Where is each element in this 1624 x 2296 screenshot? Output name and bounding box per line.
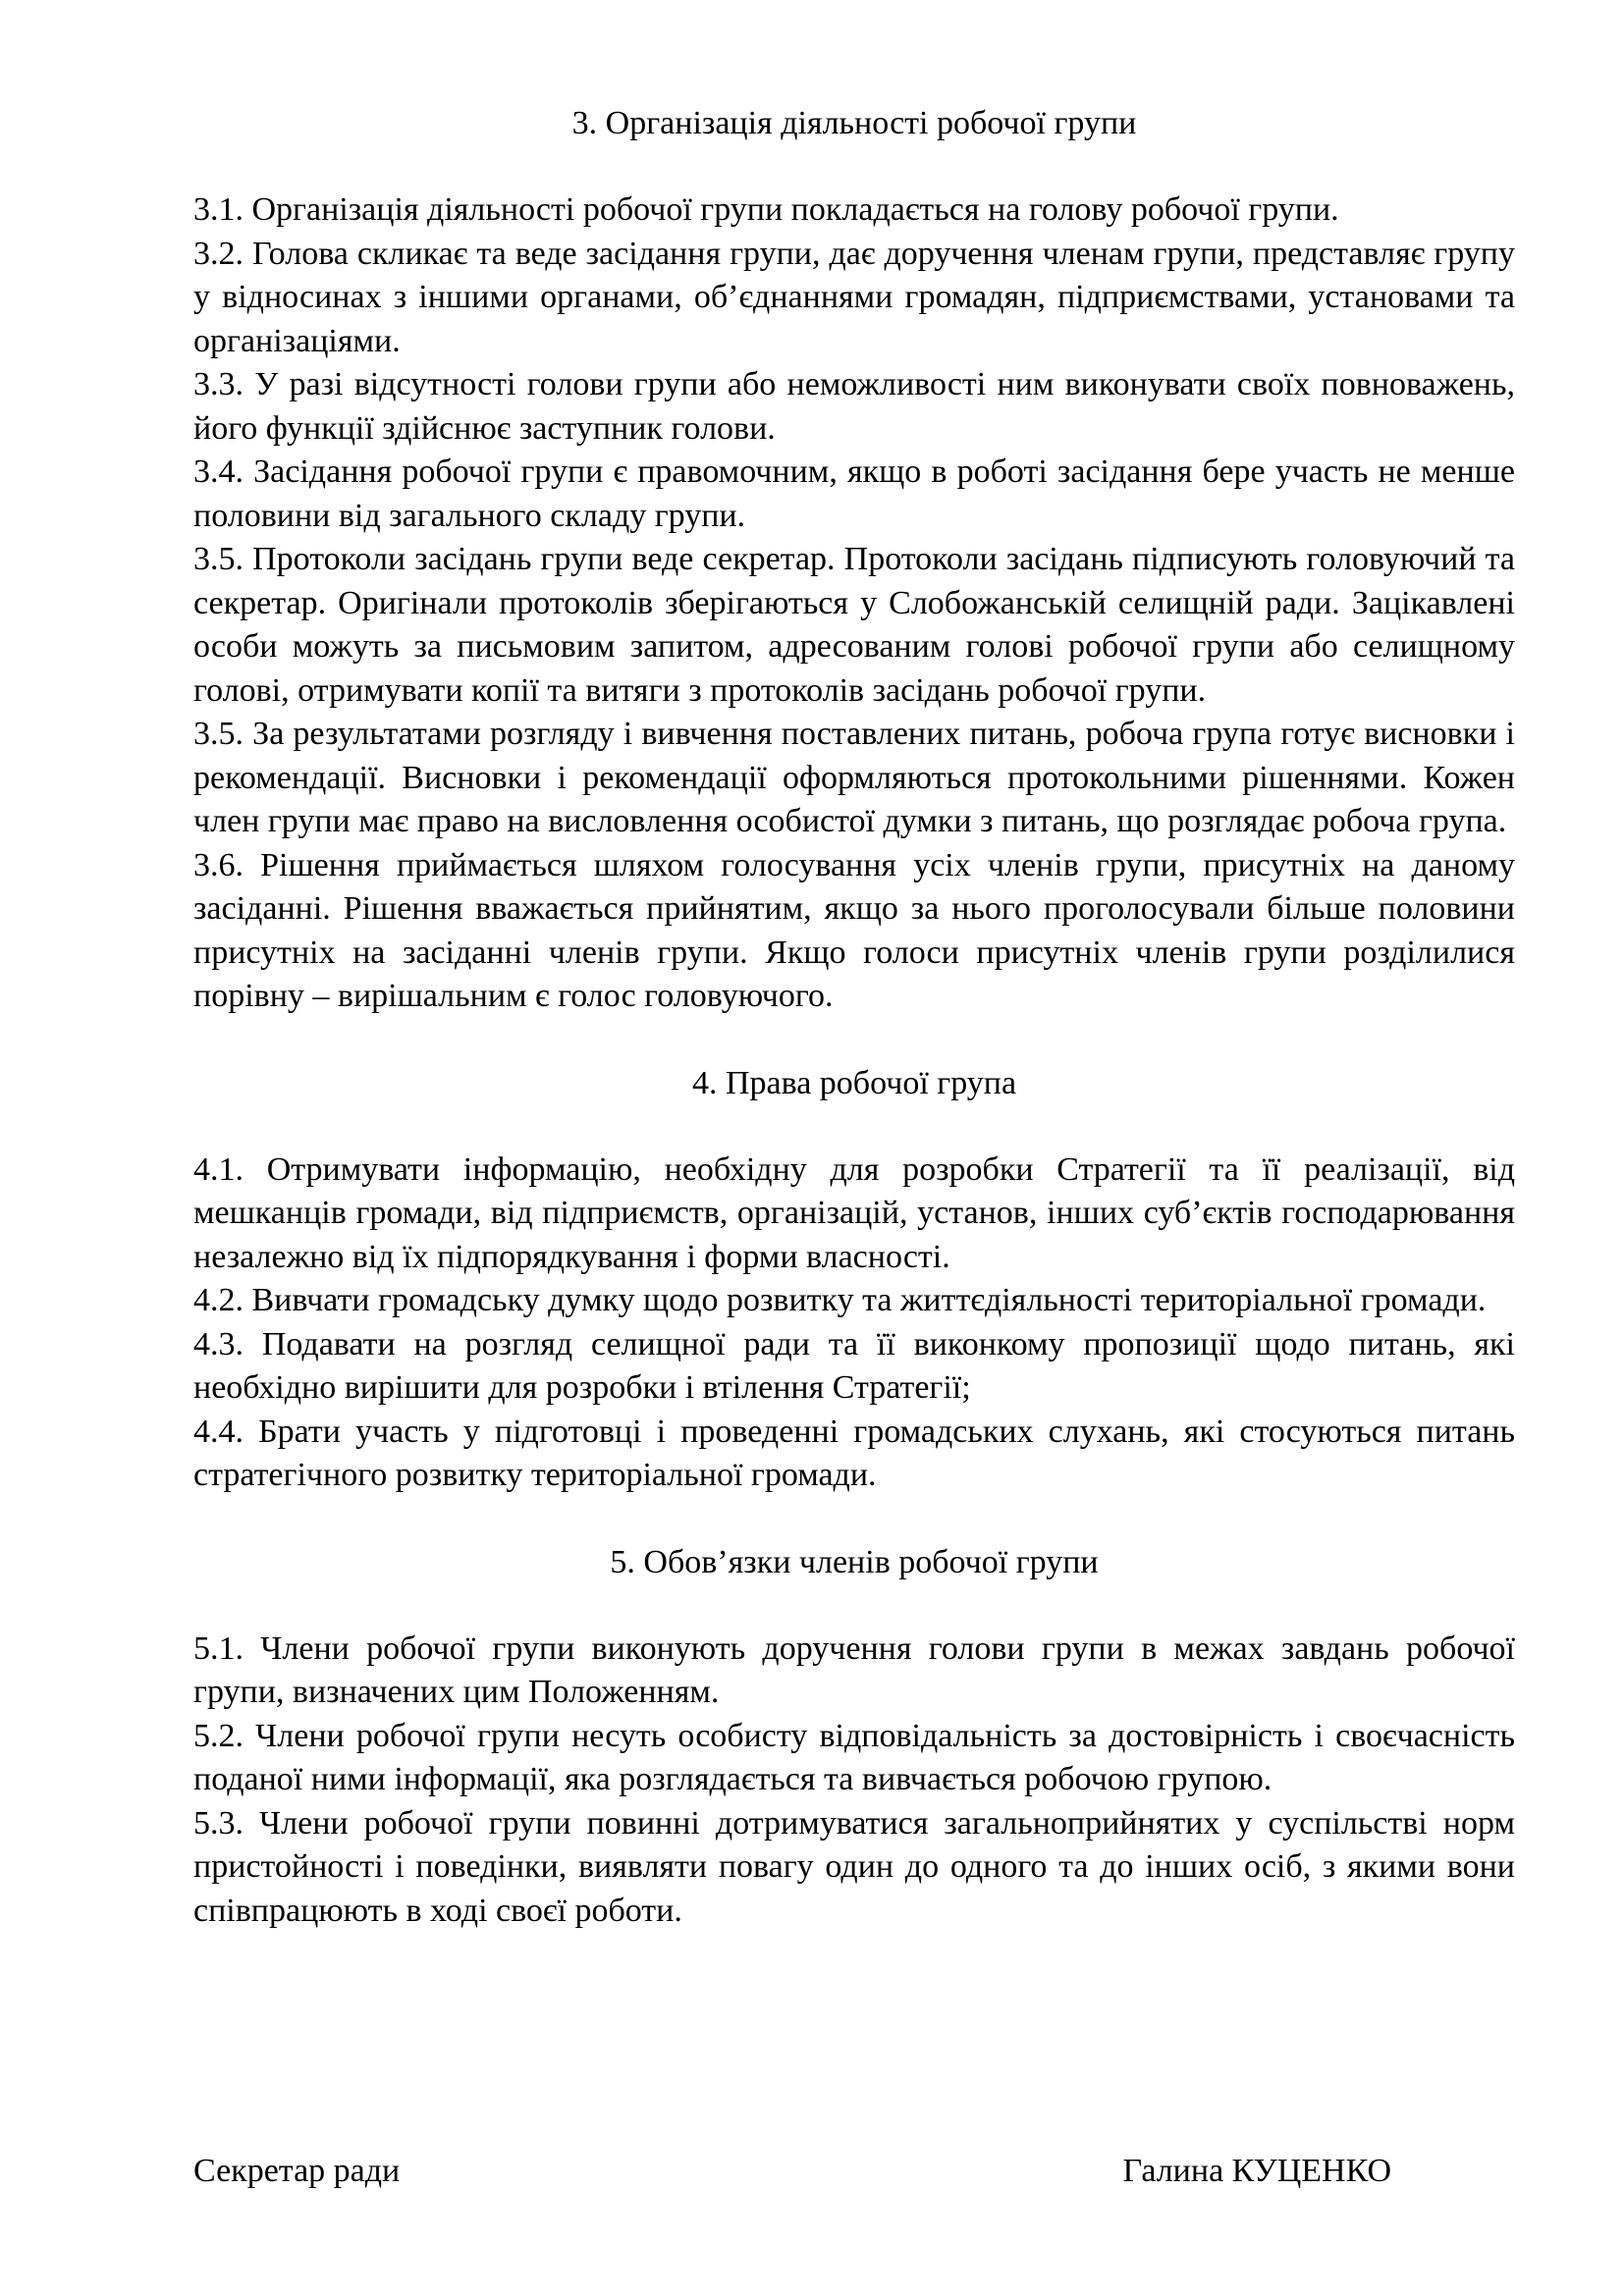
paragraph: 4.1. Отримувати інформацію, необхідну для розробки Стратегії та її реалізації, від мешканців громади, від підприємств, організацій, установ, інших суб’єктів господарювання незалежно від їх підпорядкування і форми власності.	[193, 1150, 1515, 1275]
paragraph: 4.4. Брати участь у підготовці і проведенні громадських слухань, які стосуються питань стратегічного розвитку територіальної громади.	[193, 1413, 1515, 1493]
paragraph: 3.4. Засідання робочої групи є правомочним, якщо в роботі засідання бере участь не менше половини від загального складу групи.	[193, 454, 1515, 534]
paragraph: 3.5. За результатами розгляду і вивчення поставлених питань, робоча група готує висновки і рекомендації. Висновки і рекомендації оформляються протокольними рішеннями. Кожен член групи має право на висловлення особистої думки з питань, що розглядає робоча група.	[193, 716, 1515, 839]
paragraph-list	[193, 1628, 1515, 1934]
signatory-position: Секретар ради	[193, 2153, 401, 2189]
paragraph-list	[193, 1148, 1515, 1498]
paragraph: 3.6. Рішення приймається шляхом голосування усіх членів групи, присутніх на даному засіданні. Рішення вважається прийнятим, якщо за нього проголосували більше половини присутніх на засіданні членів групи. Якщо голоси присутніх членів групи розділилися порівну – вирішальним є голос головуючого.	[193, 846, 1515, 1014]
section-rights	[193, 1062, 1515, 1498]
paragraph-list	[193, 188, 1515, 1019]
section-heading: 4. Права робочої група	[691, 1064, 1017, 1101]
section-organization	[193, 102, 1515, 1019]
section-duties	[193, 1541, 1515, 1934]
paragraph: 3.3. У разі відсутності голови групи або неможливості ним виконувати своїх повноважень, його функції здійснює заступник голови.	[193, 366, 1515, 447]
paragraph: 3.2. Голова скликає та веде засідання групи, дає доручення членам групи, представляє групу у відносинах з іншими органами, об’єднаннями громадян, підприємствами, установами та організаціями.	[193, 235, 1515, 359]
paragraph: 5.3. Члени робочої групи повинні дотримуватися загальноприйнятих у суспільстві норм пристойності і поведінки, виявляти повагу один до одного та до інших осіб, з якими вони співпрацюють в ході своєї роботи.	[193, 1804, 1515, 1929]
paragraph: 3.5. Протоколи засідань групи веде секретар. Протоколи засідань підписують головуючий та секретар. Оригінали протоколів зберігаються у Слобожанській селищній ради. Зацікавлені особи можуть за письмовим запитом, адресованим голові робочої групи або селищному голові, отримувати копії та витяги з протоколів засідань робочої групи.	[193, 541, 1515, 709]
section-heading: 5. Обов’язки членів робочої групи	[610, 1543, 1099, 1580]
paragraph: 4.2. Вивчати громадську думку щодо розвитку та життєдіяльності територіальної громади.	[193, 1282, 1487, 1318]
paragraph: 5.2. Члени робочої групи несуть особисту відповідальність за достовірність і своєчасність поданої ними інформації, яка розглядається та вивчається робочою групою.	[193, 1717, 1515, 1797]
signature-block	[193, 2150, 1391, 2193]
signatory-name: Галина КУЦЕНКО	[1122, 2153, 1391, 2189]
paragraph: 5.1. Члени робочої групи виконують доручення голови групи в межах завдань робочої групи, визначених цим Положенням.	[193, 1629, 1515, 1710]
document-body	[193, 102, 1515, 1933]
section-heading: 3. Організація діяльності робочої групи	[571, 105, 1137, 141]
paragraph: 4.3. Подавати на розгляд селищної ради та її виконкому пропозиції щодо питань, які необхідно вирішити для розробки і втілення Стратегії;	[193, 1325, 1515, 1406]
paragraph: 3.1. Організація діяльності робочої групи покладається на голову робочої групи.	[193, 191, 1339, 228]
